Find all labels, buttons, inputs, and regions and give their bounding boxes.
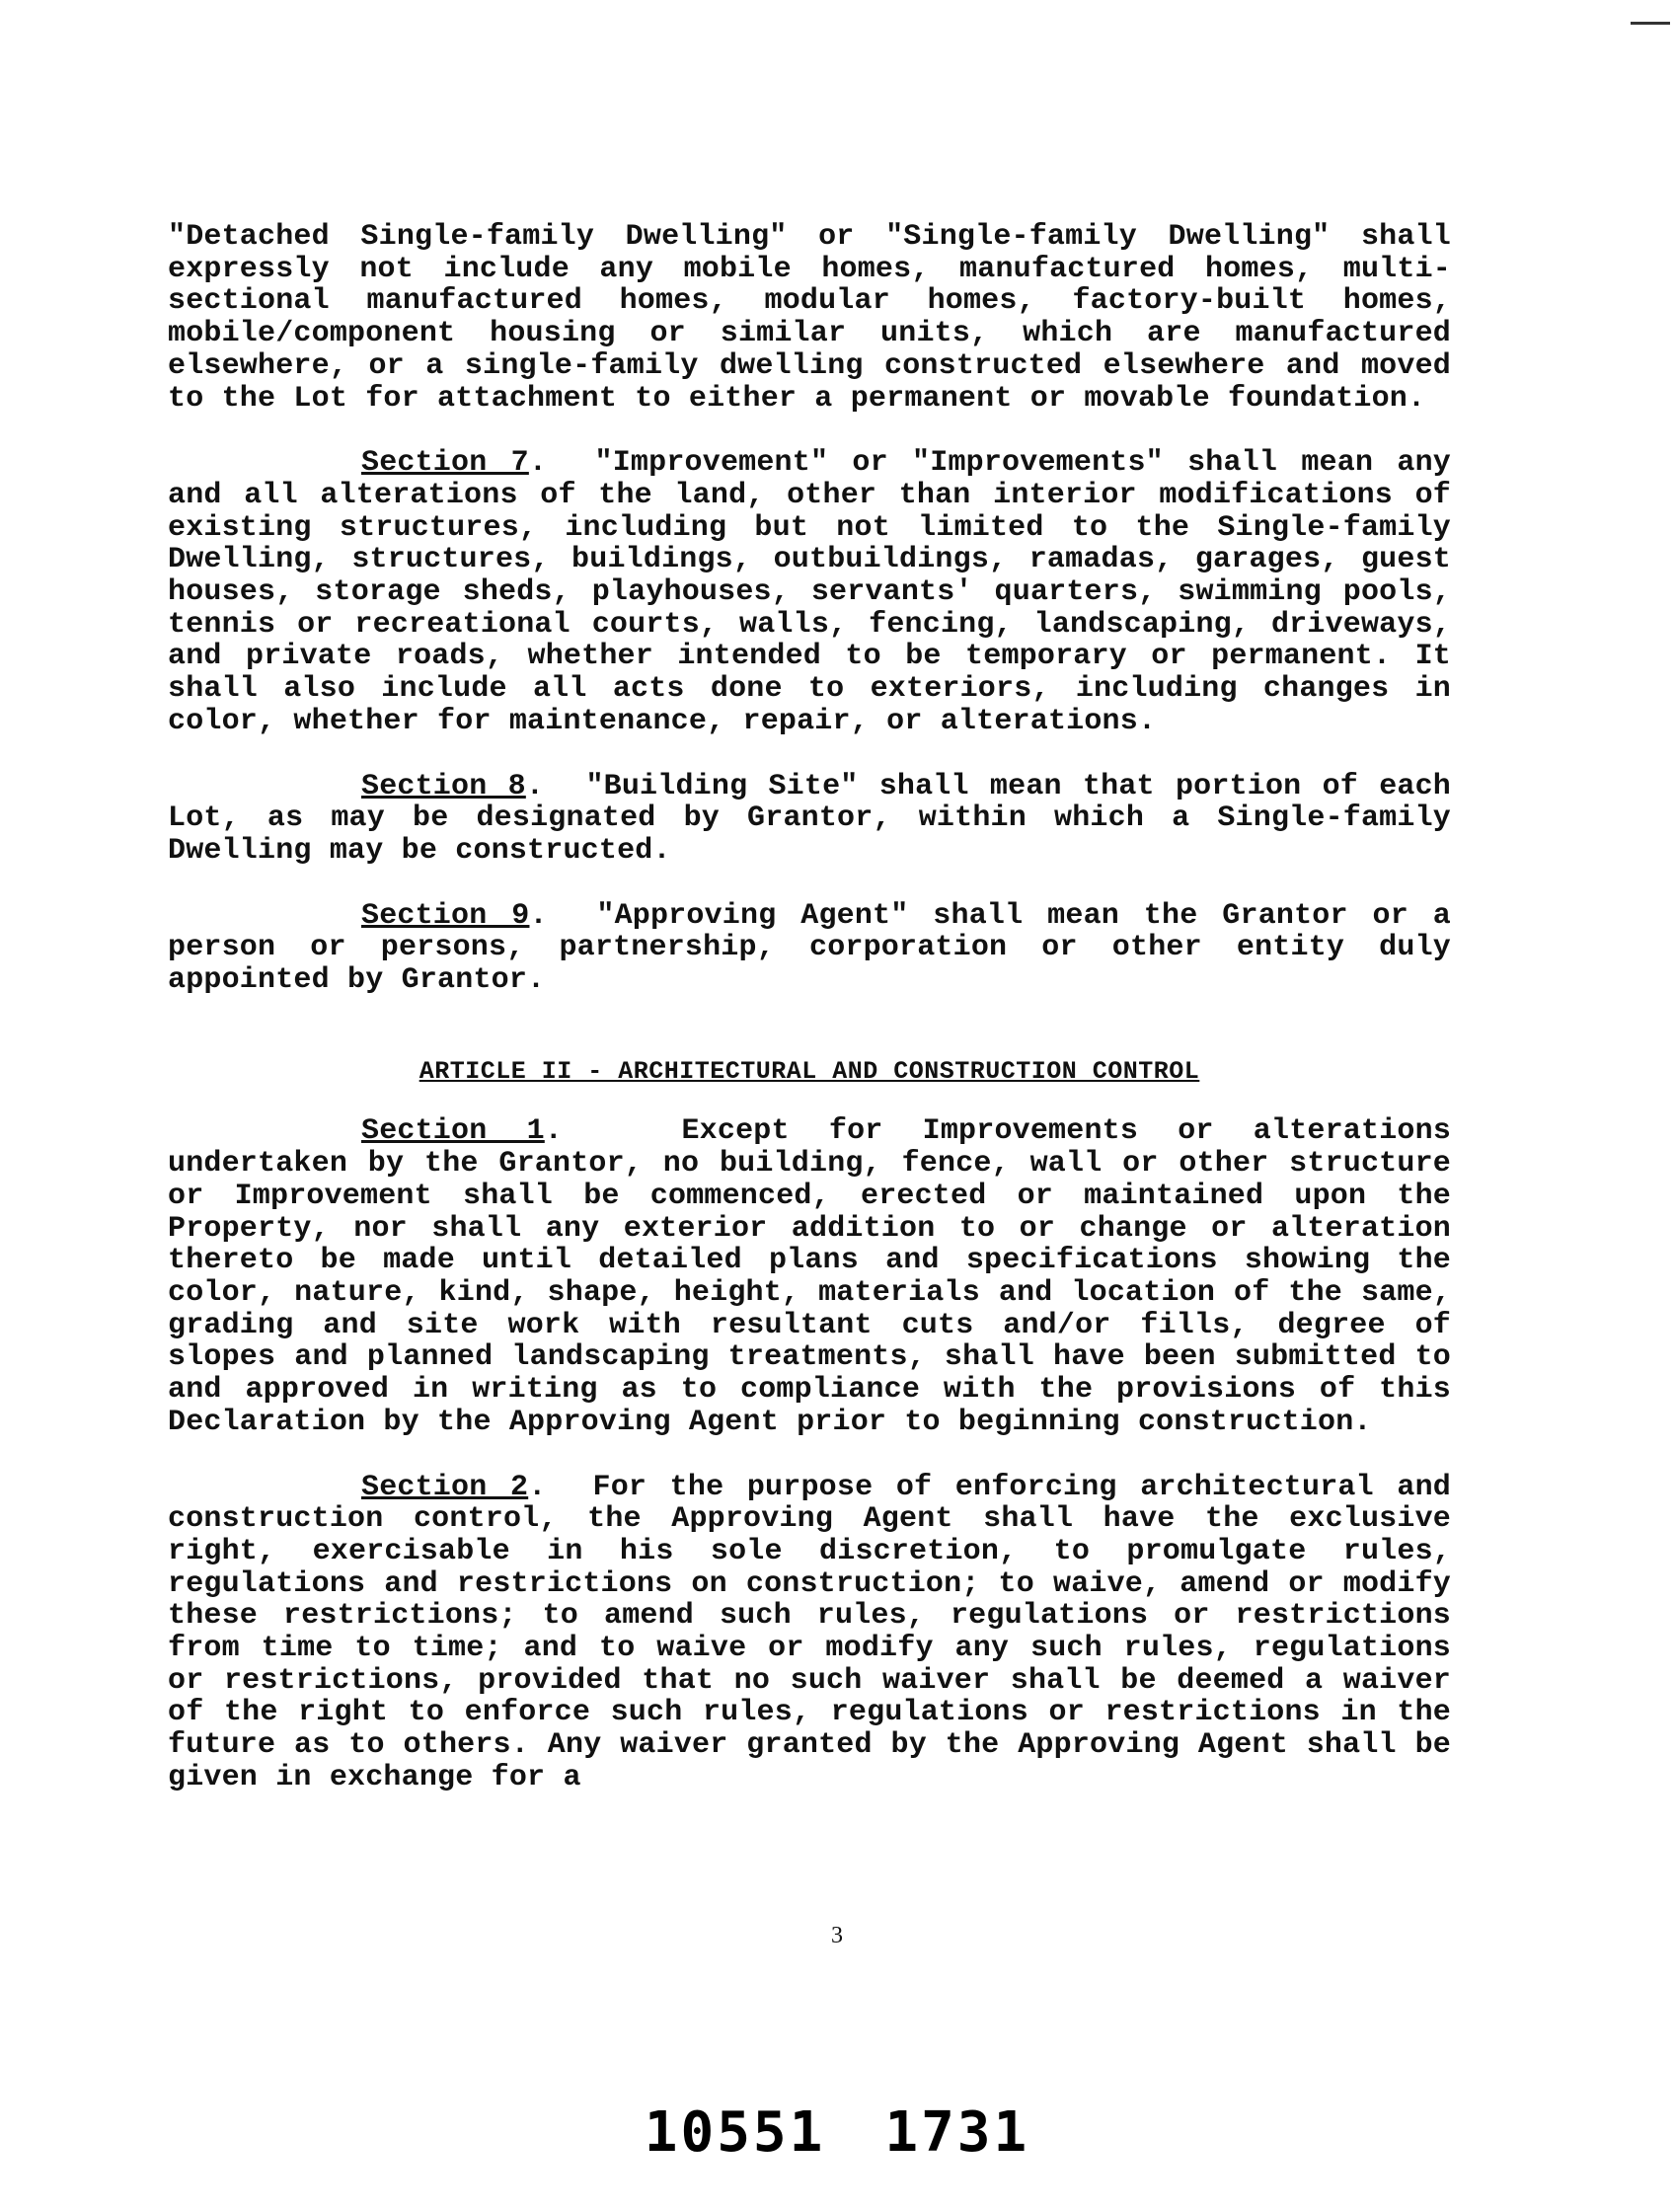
page-number: 3 — [831, 1923, 843, 1948]
scan-mark — [1631, 22, 1670, 25]
section-9-paragraph: Section 9. "Approving Agent" shall mean the Grantor or a person or persons, partnership, corporation or other entity duly appointed by Grantor. — [168, 898, 1452, 998]
article2-section-1-paragraph: Section 1. Except for Improvements or alterations undertaken by the Grantor, no building, fence, wall or other structure or Improvement shall be commenced, erected or maintained upon the Property, nor shall any exterior addition to or change or alteration thereto be made until detailed plans and specifications showing the color, nature, kind, shape, height, materials and location of the same, grading and site work with resultant cuts and/or fills, degree of slopes and planned landscaping treatments, shall have been submitted to and approved in writing as to compliance with the provisions of this Declaration by the Approving Agent prior to beginning construction. — [168, 1114, 1452, 1439]
document-body — [168, 221, 1451, 1827]
section-7-label: Section 7 — [361, 446, 529, 481]
article-heading: ARTICLE II - ARCHITECTURAL AND CONSTRUCTION CONTROL — [418, 1056, 1200, 1086]
section-8-label: Section 8 — [361, 769, 526, 803]
section-7-paragraph: Section 7. "Improvement" or "Improvements" shall mean any and all alterations of the land, other than interior modifications of existing structures, including but not limited to the Single-family Dwelling, structures, buildings, outbuildings, ramadas, garages, guest houses, storage sheds, playhouses, servants' quarters, swimming pools, tennis or recreational courts, walls, fencing, landscaping, driveways, and private roads, whether intended to be temporary or permanent. It shall also include all acts done to exteriors, including changes in color, whether for maintenance, repair, or alterations. — [168, 446, 1452, 738]
article2-section-2-label: Section 2 — [361, 1470, 529, 1504]
stamp-page-number: 1731 — [884, 2100, 1030, 2165]
article2-section-1-label: Section 1 — [361, 1114, 545, 1149]
section-7-text: "Improvement" or "Improvements" shall mean any and all alterations of the land, other than interior modifications of existing structures, including but not limited to the Single-family Dwelling, structures, buildings, outbuildings, ramadas, garages, guest houses, storage sheds, playhouses, servants' quarters, swimming pools, tennis or recreational courts, walls, fencing, landscaping, driveways, and private roads, whether intended to be temporary or permanent. It shall also include all acts done to exteriors, including changes in color, whether for maintenance, repair, or alterations. — [168, 446, 1452, 738]
intro-paragraph: "Detached Single-family Dwelling" or "Single-family Dwelling" shall expressly not include any mobile homes, manufactured homes, multi-sectional manufactured homes, modular homes, factory-built homes, mobile/component housing or similar units, which are manufactured elsewhere, or a single-family dwelling constructed elsewhere and moved to the Lot for attachment to either a permanent or movable foundation. — [168, 220, 1451, 416]
section-9-label: Section 9 — [361, 898, 530, 933]
section-8-text: "Building Site" shall mean that portion of each Lot, as may be designated by Grantor, within which a Single-family Dwelling may be constructed. — [168, 769, 1452, 868]
section-8-paragraph: Section 8. "Building Site" shall mean that portion of each Lot, as may be designated by Grantor, within which a Single-family Dwelling may be constructed. — [168, 769, 1452, 868]
article2-section-2-paragraph: Section 2. For the purpose of enforcing architectural and construction control, the Approving Agent shall have the exclusive right, exercisable in his sole discretion, to promulgate rules, regulations and restrictions on construction; to waive, amend or modify these restrictions; to amend such rules, regulations or restrictions from time to time; and to waive or modify any such rules, regulations or restrictions, provided that no such waiver shall be deemed a waiver of the right to enforce such rules, regulations or restrictions in the future as to others. Any waiver granted by the Approving Agent shall be given in exchange for a — [168, 1470, 1451, 1794]
article2-section-2-text: For the purpose of enforcing architectural and construction control, the Approving Agent shall have the exclusive right, exercisable in his sole discretion, to promulgate rules, regulations and restrictions on construction; to waive, amend or modify these restrictions; to amend such rules, regulations or restrictions from time to time; and to waive or modify any such rules, regulations or restrictions, provided that no such waiver shall be deemed a waiver of the right to enforce such rules, regulations or restrictions in the future as to others. Any waiver granted by the Approving Agent shall be given in exchange for a — [168, 1470, 1451, 1794]
stamp-book-number: 10551 — [644, 2100, 826, 2165]
recording-stamp — [0, 2100, 1674, 2165]
section-9-text: "Approving Agent" shall mean the Grantor or a person or persons, partnership, corporation or other entity duly appointed by Grantor. — [168, 898, 1452, 998]
article2-section-1-text: Except for Improvements or alterations undertaken by the Grantor, no building, fence, wall or other structure or Improvement shall be commenced, erected or maintained upon the Property, nor shall any exterior addition to or change or alteration thereto be made until detailed plans and specifications showing the color, nature, kind, shape, height, materials and location of the same, grading and site work with resultant cuts and/or fills, degree of slopes and planned landscaping treatments, shall have been submitted to and approved in writing as to compliance with the provisions of this Declaration by the Approving Agent prior to beginning construction. — [168, 1114, 1452, 1439]
